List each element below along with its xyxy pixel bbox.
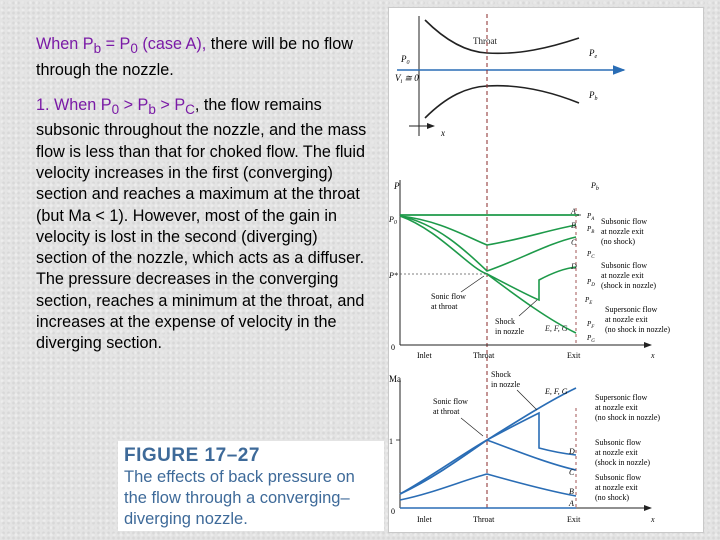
pressure-pa: $P_A$ [587,212,595,222]
pressure-pb-label: $P_b$ [591,181,599,192]
mach-shock-line-2: in nozzle [491,380,521,389]
mach-curve-d [400,413,576,494]
pressure-letter-efg: E, F, G [545,324,568,333]
mach-note-1-line-2: at nozzle exit [595,403,638,412]
mach-letter-a: A [569,499,574,508]
mach-note-2-line-1: Subsonic flow [595,438,641,447]
curve-c [400,216,576,271]
case-1-condition: 1. When $P_0 > P_b > P_C$ [36,95,195,118]
figure-panel [388,7,704,533]
pressure-pB: $P_B$ [587,225,595,235]
pressure-letter-c: C [571,238,577,247]
case-1-rest: , the flow remains subsonic throughout the nozzle, and the mass flow is less than that for choked flow. The fluid velocity increases in the first (converging) section and reaches a maximum at the throat (but Ma < 1). However, most of the gain in velocity is lost in the second (diverging) section of the nozzle, which acts as a diffuser. The pressure decreases in the converging section, reaches a minimum at the throat, and increases at the expense of velocity in the diverging section. [36,95,367,353]
figure-caption [118,441,384,531]
pressure-note-2-line-2: at nozzle exit [601,271,644,280]
pressure-note-1 [601,217,647,246]
intro-rest: there will be no flow through the nozzle. [36,35,353,79]
pressure-pd: $P_D$ [587,278,595,288]
nozzle-p0-label: $P_0$ [401,54,410,66]
case-1-paragraph [36,95,372,355]
mach-sonic-note [433,397,468,416]
mach-note-2-line-2: at nozzle exit [595,448,638,457]
nozzle-x-label: x [441,128,445,138]
pressure-throat-label: Throat [473,351,495,360]
pressure-letter-a: A [571,207,576,216]
pressure-pg: $P_G$ [587,334,595,344]
mach-note-3-line-2: at nozzle exit [595,483,638,492]
pressure-pe: $P_E$ [585,296,593,306]
pressure-note-2-line-3: (shock in nozzle) [601,281,657,290]
slide-text [36,34,372,369]
nozzle-sketch [395,16,624,138]
mach-note-3-line-3: (no shock) [595,493,629,502]
mach-zero-label: 0 [391,507,395,516]
pressure-inlet-label: Inlet [417,351,432,360]
mach-sonic-line-2: at throat [433,407,460,416]
mach-inlet-label: Inlet [417,515,432,524]
mach-sonic-pointer [461,418,483,436]
mach-graph [389,370,660,524]
curve-d [400,216,576,300]
pressure-note-2 [601,261,656,290]
mach-note-2 [595,438,650,467]
pressure-letter-d: D [571,262,577,271]
mach-one-label: 1 [389,437,393,446]
pressure-shock-note [495,317,525,336]
pressure-note-3-line-1: Supersonic flow [605,305,658,314]
intro-condition: When $P_b = P_0$ (case A), [36,35,207,57]
nozzle-upper-wall [425,20,579,53]
mach-sonic-line-1: Sonic flow [433,397,468,406]
mach-note-3 [595,473,641,502]
figure-caption-text: The effects of back pressure on the flow through a converging–diverging nozzle. [124,468,355,528]
mach-note-1 [595,393,660,422]
mach-note-3-line-1: Subsonic flow [595,473,641,482]
pressure-sonic-line-1: Sonic flow [431,292,466,301]
nozzle-pe-label: $P_e$ [589,48,598,60]
pressure-note-1-line-2: at nozzle exit [601,227,644,236]
pressure-note-1-line-3: (no shock) [601,237,635,246]
mach-note-2-line-3: (shock in nozzle) [595,458,651,467]
mach-letter-efg: E, F, G [545,387,568,396]
mach-note-1-line-3: (no shock in nozzle) [595,413,661,422]
pressure-graph [389,180,670,360]
mach-x-label: x [651,515,655,524]
pressure-pstar-label: P* [389,271,398,280]
pressure-sonic-line-2: at throat [431,302,458,311]
mach-exit-label: Exit [567,515,581,524]
mach-throat-label: Throat [473,515,495,524]
pressure-pf: $P_F$ [587,320,595,330]
pressure-p0-label: $P_0$ [389,215,397,226]
pressure-x-label: x [651,351,655,360]
pressure-note-3 [605,305,670,334]
intro-paragraph [36,34,372,81]
pressure-note-2-line-1: Subsonic flow [601,261,647,270]
mach-shock-note [491,370,521,389]
nozzle-pb-label: $P_b$ [589,90,598,102]
mach-curve-c [400,440,576,494]
nozzle-throat-label: Throat [473,36,497,46]
pressure-letter-b: B [571,221,576,230]
pressure-note-3-line-2: at nozzle exit [605,315,648,324]
nozzle-v-label: $V_i$ ≅ 0 [395,73,419,85]
pressure-note-3-line-3: (no shock in nozzle) [605,325,671,334]
pressure-pc: $P_C$ [587,250,595,260]
mach-shock-line-1: Shock [491,370,511,379]
nozzle-lower-wall [425,86,579,118]
pressure-exit-label: Exit [567,351,581,360]
pressure-note-1-line-1: Subsonic flow [601,217,647,226]
pressure-sonic-pointer [461,276,484,292]
pressure-zero-label: 0 [391,343,395,352]
pressure-shock-line-2: in nozzle [495,327,525,336]
mach-letter-d: D [569,447,575,456]
curve-b [400,216,576,245]
nozzle-figure [389,8,703,532]
mach-axis-label: Ma [389,374,401,384]
pressure-shock-line-1: Shock [495,317,515,326]
mach-note-1-line-1: Supersonic flow [595,393,648,402]
pressure-axis-label: P [394,181,400,191]
mach-letter-c: C [569,468,575,477]
mach-shock-pointer [517,390,537,410]
figure-number: FIGURE 17–27 [124,445,260,466]
pressure-sonic-note [431,292,466,311]
mach-letter-b: B [569,487,574,496]
